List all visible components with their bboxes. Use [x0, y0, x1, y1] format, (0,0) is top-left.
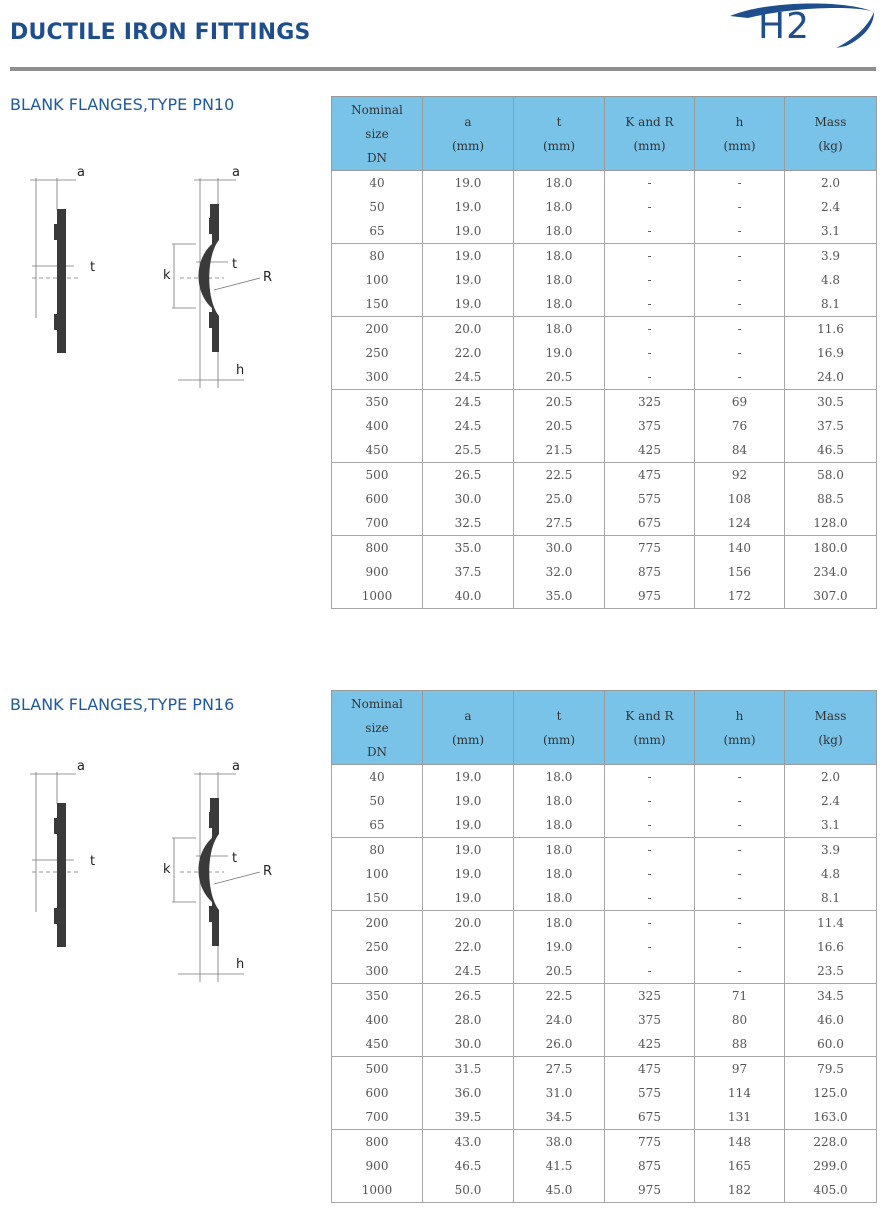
- cell-dn: 300: [332, 365, 423, 390]
- cell-mass: 16.6: [785, 935, 877, 959]
- cell-mass: 88.5: [785, 487, 877, 511]
- cell-k-and-r: -: [605, 959, 695, 984]
- cell-t: 18.0: [514, 195, 605, 219]
- cell-t: 19.0: [514, 935, 605, 959]
- cell-dn: 400: [332, 1008, 423, 1032]
- cell-t: 18.0: [514, 292, 605, 317]
- label-a-flat: a: [77, 759, 85, 774]
- cell-a: 37.5: [423, 560, 514, 584]
- cell-mass: 307.0: [785, 584, 877, 609]
- cell-t: 21.5: [514, 438, 605, 463]
- cell-mass: 4.8: [785, 268, 877, 292]
- table-row: [332, 838, 877, 863]
- cell-h: 131: [695, 1105, 785, 1130]
- cell-t: 18.0: [514, 838, 605, 863]
- cell-k-and-r: 975: [605, 584, 695, 609]
- cell-mass: 37.5: [785, 414, 877, 438]
- cell-dn: 700: [332, 511, 423, 536]
- cell-h: -: [695, 911, 785, 936]
- cell-k-and-r: -: [605, 838, 695, 863]
- cell-k-and-r: 575: [605, 487, 695, 511]
- cell-mass: 24.0: [785, 365, 877, 390]
- cell-dn: 600: [332, 487, 423, 511]
- cell-h: 88: [695, 1032, 785, 1057]
- cell-h: 148: [695, 1130, 785, 1155]
- col-t: t (mm): [514, 691, 605, 765]
- cell-h: 76: [695, 414, 785, 438]
- flange-diagram-pn16: [20, 752, 300, 992]
- cell-h: 114: [695, 1081, 785, 1105]
- cell-dn: 700: [332, 1105, 423, 1130]
- label-a-dished: a: [232, 759, 240, 774]
- cell-t: 18.0: [514, 789, 605, 813]
- cell-mass: 228.0: [785, 1130, 877, 1155]
- cell-k-and-r: -: [605, 219, 695, 244]
- cell-a: 24.5: [423, 365, 514, 390]
- cell-mass: 30.5: [785, 390, 877, 415]
- cell-t: 26.0: [514, 1032, 605, 1057]
- cell-k-and-r: -: [605, 765, 695, 790]
- cell-h: -: [695, 171, 785, 196]
- cell-a: 19.0: [423, 244, 514, 269]
- cell-t: 31.0: [514, 1081, 605, 1105]
- table-row: [332, 244, 877, 269]
- cell-a: 20.0: [423, 317, 514, 342]
- header-divider: [10, 67, 876, 71]
- cell-t: 19.0: [514, 341, 605, 365]
- col-h: h (mm): [695, 691, 785, 765]
- label-t-flat: t: [90, 854, 96, 869]
- label-k: k: [163, 268, 171, 283]
- cell-mass: 58.0: [785, 463, 877, 488]
- cell-mass: 46.5: [785, 438, 877, 463]
- label-h: h: [236, 363, 245, 378]
- col-a: a (mm): [423, 97, 514, 171]
- cell-dn: 50: [332, 195, 423, 219]
- cell-h: 124: [695, 511, 785, 536]
- cell-a: 19.0: [423, 789, 514, 813]
- table-row: [332, 536, 877, 561]
- cell-h: -: [695, 838, 785, 863]
- cell-h: -: [695, 219, 785, 244]
- cell-h: -: [695, 244, 785, 269]
- cell-dn: 900: [332, 1154, 423, 1178]
- cell-dn: 200: [332, 317, 423, 342]
- cell-mass: 234.0: [785, 560, 877, 584]
- table-row: [332, 584, 877, 609]
- cell-k-and-r: 875: [605, 560, 695, 584]
- spec-table-body: [332, 171, 877, 609]
- cell-dn: 500: [332, 463, 423, 488]
- cell-a: 19.0: [423, 838, 514, 863]
- label-t-flat: t: [90, 260, 96, 275]
- cell-h: -: [695, 195, 785, 219]
- cell-k-and-r: 375: [605, 1008, 695, 1032]
- cell-mass: 46.0: [785, 1008, 877, 1032]
- cell-dn: 350: [332, 984, 423, 1009]
- cell-mass: 2.4: [785, 789, 877, 813]
- cell-mass: 405.0: [785, 1178, 877, 1203]
- cell-dn: 1000: [332, 584, 423, 609]
- cell-k-and-r: -: [605, 171, 695, 196]
- cell-h: 140: [695, 536, 785, 561]
- cell-t: 18.0: [514, 219, 605, 244]
- cell-t: 41.5: [514, 1154, 605, 1178]
- cell-h: -: [695, 959, 785, 984]
- cell-mass: 11.4: [785, 911, 877, 936]
- cell-h: -: [695, 268, 785, 292]
- cell-dn: 150: [332, 292, 423, 317]
- cell-k-and-r: -: [605, 789, 695, 813]
- cell-mass: 180.0: [785, 536, 877, 561]
- cell-mass: 163.0: [785, 1105, 877, 1130]
- cell-h: -: [695, 789, 785, 813]
- cell-a: 24.5: [423, 414, 514, 438]
- cell-mass: 79.5: [785, 1057, 877, 1082]
- cell-dn: 250: [332, 341, 423, 365]
- cell-t: 38.0: [514, 1130, 605, 1155]
- cell-mass: 2.0: [785, 765, 877, 790]
- table-row: [332, 862, 877, 886]
- cell-dn: 1000: [332, 1178, 423, 1203]
- cell-dn: 80: [332, 838, 423, 863]
- cell-k-and-r: -: [605, 268, 695, 292]
- cell-dn: 900: [332, 560, 423, 584]
- cell-mass: 3.9: [785, 244, 877, 269]
- cell-mass: 16.9: [785, 341, 877, 365]
- cell-a: 32.5: [423, 511, 514, 536]
- cell-mass: 3.9: [785, 838, 877, 863]
- col-k-and-r: K and R (mm): [605, 97, 695, 171]
- cell-h: -: [695, 813, 785, 838]
- cell-t: 32.0: [514, 560, 605, 584]
- cell-dn: 450: [332, 1032, 423, 1057]
- cell-k-and-r: 775: [605, 1130, 695, 1155]
- table-row: [332, 911, 877, 936]
- cell-k-and-r: -: [605, 365, 695, 390]
- table-row: [332, 292, 877, 317]
- cell-h: 80: [695, 1008, 785, 1032]
- page-title: DUCTILE IRON FITTINGS: [10, 20, 311, 45]
- col-t: t (mm): [514, 97, 605, 171]
- h2-logo: [728, 2, 878, 52]
- cell-dn: 50: [332, 789, 423, 813]
- label-r: R: [263, 864, 273, 879]
- cell-t: 30.0: [514, 536, 605, 561]
- cell-t: 45.0: [514, 1178, 605, 1203]
- cell-mass: 299.0: [785, 1154, 877, 1178]
- cell-t: 34.5: [514, 1105, 605, 1130]
- cell-a: 35.0: [423, 536, 514, 561]
- cell-t: 20.5: [514, 365, 605, 390]
- table-row: [332, 1130, 877, 1155]
- table-row: [332, 438, 877, 463]
- cell-k-and-r: 575: [605, 1081, 695, 1105]
- cell-a: 19.0: [423, 813, 514, 838]
- cell-dn: 80: [332, 244, 423, 269]
- cell-mass: 128.0: [785, 511, 877, 536]
- cell-a: 39.5: [423, 1105, 514, 1130]
- spec-table-pn10: [331, 96, 877, 609]
- cell-mass: 3.1: [785, 813, 877, 838]
- cell-a: 26.5: [423, 984, 514, 1009]
- cell-dn: 500: [332, 1057, 423, 1082]
- table-row: [332, 390, 877, 415]
- cell-dn: 200: [332, 911, 423, 936]
- cell-k-and-r: -: [605, 862, 695, 886]
- cell-k-and-r: 875: [605, 1154, 695, 1178]
- cell-t: 18.0: [514, 813, 605, 838]
- section-title-pn10: BLANK FLANGES,TYPE PN10: [10, 95, 235, 114]
- cell-k-and-r: 325: [605, 984, 695, 1009]
- label-k: k: [163, 862, 171, 877]
- cell-h: 156: [695, 560, 785, 584]
- table-row: [332, 984, 877, 1009]
- cell-h: 71: [695, 984, 785, 1009]
- cell-k-and-r: -: [605, 292, 695, 317]
- cell-k-and-r: -: [605, 341, 695, 365]
- cell-t: 18.0: [514, 171, 605, 196]
- cell-a: 40.0: [423, 584, 514, 609]
- cell-mass: 11.6: [785, 317, 877, 342]
- cell-h: -: [695, 935, 785, 959]
- cell-a: 19.0: [423, 171, 514, 196]
- cell-dn: 40: [332, 171, 423, 196]
- cell-h: 92: [695, 463, 785, 488]
- cell-t: 27.5: [514, 511, 605, 536]
- cell-dn: 100: [332, 268, 423, 292]
- cell-dn: 800: [332, 536, 423, 561]
- cell-a: 31.5: [423, 1057, 514, 1082]
- spec-table-body: [332, 765, 877, 1203]
- cell-h: -: [695, 292, 785, 317]
- cell-mass: 8.1: [785, 292, 877, 317]
- cell-dn: 400: [332, 414, 423, 438]
- cell-t: 18.0: [514, 244, 605, 269]
- cell-k-and-r: 475: [605, 1057, 695, 1082]
- label-t-dished: t: [232, 257, 238, 272]
- logo-text: H2: [758, 6, 810, 47]
- table-row: [332, 560, 877, 584]
- table-row: [332, 511, 877, 536]
- cell-h: -: [695, 317, 785, 342]
- table-row: [332, 1008, 877, 1032]
- cell-h: -: [695, 365, 785, 390]
- col-h: h (mm): [695, 97, 785, 171]
- cell-mass: 2.4: [785, 195, 877, 219]
- cell-dn: 65: [332, 219, 423, 244]
- cell-h: 182: [695, 1178, 785, 1203]
- col-mass: Mass (kg): [785, 691, 877, 765]
- table-row: [332, 1081, 877, 1105]
- col-nominal-size: Nominal size DN: [332, 97, 423, 171]
- cell-h: 97: [695, 1057, 785, 1082]
- cell-k-and-r: 375: [605, 414, 695, 438]
- table-row: [332, 1178, 877, 1203]
- table-row: [332, 1032, 877, 1057]
- table-row: [332, 195, 877, 219]
- cell-k-and-r: -: [605, 195, 695, 219]
- table-row: [332, 959, 877, 984]
- cell-mass: 8.1: [785, 886, 877, 911]
- table-row: [332, 171, 877, 196]
- cell-dn: 40: [332, 765, 423, 790]
- cell-k-and-r: 675: [605, 511, 695, 536]
- cell-t: 18.0: [514, 911, 605, 936]
- cell-mass: 2.0: [785, 171, 877, 196]
- cell-t: 24.0: [514, 1008, 605, 1032]
- cell-dn: 65: [332, 813, 423, 838]
- cell-k-and-r: -: [605, 813, 695, 838]
- cell-dn: 800: [332, 1130, 423, 1155]
- cell-h: 84: [695, 438, 785, 463]
- cell-dn: 300: [332, 959, 423, 984]
- col-mass: Mass (kg): [785, 97, 877, 171]
- cell-h: 165: [695, 1154, 785, 1178]
- col-k-and-r: K and R (mm): [605, 691, 695, 765]
- cell-a: 24.5: [423, 959, 514, 984]
- cell-dn: 100: [332, 862, 423, 886]
- flange-diagram-pn10: [20, 158, 300, 398]
- cell-a: 30.0: [423, 1032, 514, 1057]
- table-row: [332, 789, 877, 813]
- cell-t: 20.5: [514, 390, 605, 415]
- table-row: [332, 365, 877, 390]
- cell-k-and-r: 775: [605, 536, 695, 561]
- cell-k-and-r: 425: [605, 438, 695, 463]
- table-row: [332, 1057, 877, 1082]
- cell-a: 36.0: [423, 1081, 514, 1105]
- cell-a: 19.0: [423, 886, 514, 911]
- table-row: [332, 341, 877, 365]
- section-title-pn16: BLANK FLANGES,TYPE PN16: [10, 695, 235, 714]
- cell-t: 18.0: [514, 268, 605, 292]
- cell-mass: 4.8: [785, 862, 877, 886]
- cell-t: 18.0: [514, 862, 605, 886]
- cell-t: 22.5: [514, 463, 605, 488]
- cell-a: 30.0: [423, 487, 514, 511]
- table-row: [332, 765, 877, 790]
- cell-dn: 250: [332, 935, 423, 959]
- cell-dn: 350: [332, 390, 423, 415]
- cell-h: -: [695, 765, 785, 790]
- cell-k-and-r: -: [605, 244, 695, 269]
- label-h: h: [236, 957, 245, 972]
- spec-table-header: [332, 97, 877, 171]
- cell-a: 19.0: [423, 765, 514, 790]
- cell-t: 18.0: [514, 317, 605, 342]
- cell-h: -: [695, 341, 785, 365]
- table-row: [332, 487, 877, 511]
- cell-h: -: [695, 886, 785, 911]
- cell-k-and-r: -: [605, 935, 695, 959]
- table-row: [332, 317, 877, 342]
- cell-t: 27.5: [514, 1057, 605, 1082]
- table-row: [332, 813, 877, 838]
- table-row: [332, 886, 877, 911]
- cell-a: 19.0: [423, 219, 514, 244]
- label-a-flat: a: [77, 165, 85, 180]
- cell-a: 43.0: [423, 1130, 514, 1155]
- cell-k-and-r: 475: [605, 463, 695, 488]
- cell-a: 19.0: [423, 292, 514, 317]
- cell-a: 22.0: [423, 935, 514, 959]
- cell-dn: 600: [332, 1081, 423, 1105]
- cell-mass: 34.5: [785, 984, 877, 1009]
- cell-h: 172: [695, 584, 785, 609]
- table-row: [332, 935, 877, 959]
- cell-a: 28.0: [423, 1008, 514, 1032]
- label-r: R: [263, 270, 273, 285]
- table-row: [332, 463, 877, 488]
- cell-a: 22.0: [423, 341, 514, 365]
- cell-a: 20.0: [423, 911, 514, 936]
- cell-mass: 60.0: [785, 1032, 877, 1057]
- label-a-dished: a: [232, 165, 240, 180]
- cell-k-and-r: -: [605, 317, 695, 342]
- cell-a: 25.5: [423, 438, 514, 463]
- cell-k-and-r: -: [605, 911, 695, 936]
- cell-t: 18.0: [514, 886, 605, 911]
- table-row: [332, 268, 877, 292]
- cell-h: 69: [695, 390, 785, 415]
- spec-table-pn16: [331, 690, 877, 1203]
- cell-a: 26.5: [423, 463, 514, 488]
- cell-a: 19.0: [423, 862, 514, 886]
- cell-a: 19.0: [423, 268, 514, 292]
- label-t-dished: t: [232, 851, 238, 866]
- table-row: [332, 1154, 877, 1178]
- cell-dn: 150: [332, 886, 423, 911]
- cell-t: 20.5: [514, 959, 605, 984]
- col-nominal-size: Nominal size DN: [332, 691, 423, 765]
- cell-a: 50.0: [423, 1178, 514, 1203]
- cell-a: 24.5: [423, 390, 514, 415]
- col-a: a (mm): [423, 691, 514, 765]
- cell-dn: 450: [332, 438, 423, 463]
- cell-mass: 3.1: [785, 219, 877, 244]
- cell-mass: 125.0: [785, 1081, 877, 1105]
- spec-table-header: [332, 691, 877, 765]
- cell-t: 25.0: [514, 487, 605, 511]
- cell-k-and-r: 325: [605, 390, 695, 415]
- cell-t: 35.0: [514, 584, 605, 609]
- cell-mass: 23.5: [785, 959, 877, 984]
- cell-t: 20.5: [514, 414, 605, 438]
- cell-a: 46.5: [423, 1154, 514, 1178]
- cell-k-and-r: 425: [605, 1032, 695, 1057]
- cell-k-and-r: 675: [605, 1105, 695, 1130]
- table-row: [332, 1105, 877, 1130]
- cell-a: 19.0: [423, 195, 514, 219]
- cell-t: 22.5: [514, 984, 605, 1009]
- cell-h: -: [695, 862, 785, 886]
- cell-k-and-r: 975: [605, 1178, 695, 1203]
- cell-h: 108: [695, 487, 785, 511]
- cell-k-and-r: -: [605, 886, 695, 911]
- cell-t: 18.0: [514, 765, 605, 790]
- table-row: [332, 414, 877, 438]
- table-row: [332, 219, 877, 244]
